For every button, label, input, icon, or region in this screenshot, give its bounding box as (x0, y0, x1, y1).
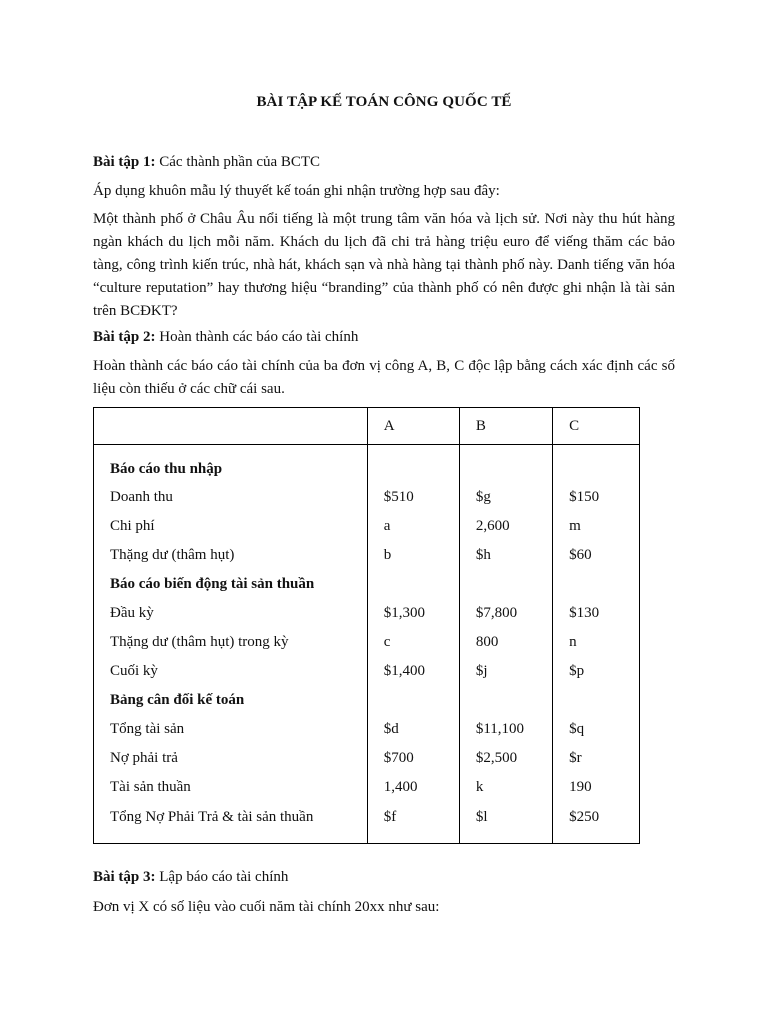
table-cell: $11,100 (459, 715, 552, 744)
table-cell (553, 445, 640, 484)
exercise-3-title: Lập báo cáo tài chính (159, 869, 289, 885)
table-cell (367, 570, 459, 599)
header-cell-a: A (367, 408, 459, 445)
table-cell: 2,600 (459, 512, 552, 541)
row-label: Doanh thu (94, 483, 368, 512)
row-label: Tổng Nợ Phải Trả & tài sản thuần (94, 802, 368, 844)
table-row (94, 599, 640, 628)
section-label: Bảng cân đối kế toán (94, 686, 368, 715)
table-cell: 1,400 (367, 773, 459, 802)
exercise-3-heading (93, 866, 675, 889)
table-cell: n (553, 628, 640, 657)
exercise-2-heading (93, 326, 675, 349)
table-cell (459, 570, 552, 599)
table-section-row (94, 445, 640, 484)
table-cell: $l (459, 802, 552, 844)
table-cell (367, 686, 459, 715)
exercise-2-body: Hoàn thành các báo cáo tài chính của ba đơn vị công A, B, C độc lập bằng cách xác định các số liệu còn thiếu ở các chữ cái sau. (93, 358, 675, 397)
table-cell: $q (553, 715, 640, 744)
exercise-1-label: Bài tập 1: (93, 154, 156, 170)
row-label: Tài sản thuần (94, 773, 368, 802)
table-cell: 800 (459, 628, 552, 657)
table-cell: $g (459, 483, 552, 512)
table-row (94, 628, 640, 657)
financial-statements-table (93, 407, 640, 844)
table-cell: $p (553, 657, 640, 686)
table-section-row (94, 686, 640, 715)
row-label: Nợ phải trả (94, 744, 368, 773)
exercise-1-title: Các thành phần của BCTC (159, 154, 321, 170)
table-cell: $7,800 (459, 599, 552, 628)
table-cell: $250 (553, 802, 640, 844)
table-cell: m (553, 512, 640, 541)
document-title: BÀI TẬP KẾ TOÁN CÔNG QUỐC TẾ (256, 94, 512, 110)
table-section-row (94, 570, 640, 599)
table-row (94, 483, 640, 512)
section-label: Báo cáo biến động tài sản thuần (94, 570, 368, 599)
table-cell (553, 686, 640, 715)
row-label: Chi phí (94, 512, 368, 541)
table-row (94, 744, 640, 773)
table-row (94, 541, 640, 570)
row-label: Tổng tài sản (94, 715, 368, 744)
table-cell: b (367, 541, 459, 570)
row-label: Cuối kỳ (94, 657, 368, 686)
row-label: Đầu kỳ (94, 599, 368, 628)
table-row (94, 802, 640, 844)
exercise-3-body: Đơn vị X có số liệu vào cuối năm tài chính 20xx như sau: (93, 899, 440, 915)
table-header-row (94, 408, 640, 445)
table-cell: k (459, 773, 552, 802)
table-cell (459, 445, 552, 484)
table-cell: $60 (553, 541, 640, 570)
exercise-1-intro: Áp dụng khuôn mẫu lý thuyết kế toán ghi nhận trường hợp sau đây: (93, 183, 500, 199)
table-cell: $1,400 (367, 657, 459, 686)
table-cell (459, 686, 552, 715)
table-cell: $130 (553, 599, 640, 628)
header-cell-c: C (553, 408, 640, 445)
table-cell: c (367, 628, 459, 657)
row-label: Thặng dư (thâm hụt) trong kỳ (94, 628, 368, 657)
table-cell: $j (459, 657, 552, 686)
header-cell-empty (94, 408, 368, 445)
table-cell: $1,300 (367, 599, 459, 628)
table-cell: $h (459, 541, 552, 570)
table-row (94, 773, 640, 802)
table-cell: a (367, 512, 459, 541)
exercise-2-title: Hoàn thành các báo cáo tài chính (159, 329, 359, 345)
table-cell (553, 570, 640, 599)
table-cell: 190 (553, 773, 640, 802)
table-cell: $f (367, 802, 459, 844)
exercise-2-label: Bài tập 2: (93, 329, 156, 345)
exercise-3-label: Bài tập 3: (93, 869, 156, 885)
table-cell: $d (367, 715, 459, 744)
table-row (94, 512, 640, 541)
table-cell: $150 (553, 483, 640, 512)
table-cell: $r (553, 744, 640, 773)
exercise-1-heading (93, 151, 675, 174)
header-cell-b: B (459, 408, 552, 445)
table-cell: $2,500 (459, 744, 552, 773)
table-row (94, 657, 640, 686)
row-label: Thặng dư (thâm hụt) (94, 541, 368, 570)
exercise-1-body: Một thành phố ở Châu Âu nổi tiếng là một trung tâm văn hóa và lịch sử. Nơi này thu hút hàng ngàn khách du lịch mỗi năm. Khách du lịch đã chi trả hàng triệu euro để viếng thăm các bảo tàng, công trình kiến trúc, nhà hát, khách sạn và nhà hàng tại thành phố này. Danh tiếng văn hóa “culture reputation” hay thương hiệu “branding” của thành phố có nên được ghi nhận là tài sản trên BCĐKT? (93, 211, 675, 319)
table-cell: $510 (367, 483, 459, 512)
table-cell (367, 445, 459, 484)
table-cell: $700 (367, 744, 459, 773)
table-row (94, 715, 640, 744)
section-label: Báo cáo thu nhập (94, 445, 368, 484)
